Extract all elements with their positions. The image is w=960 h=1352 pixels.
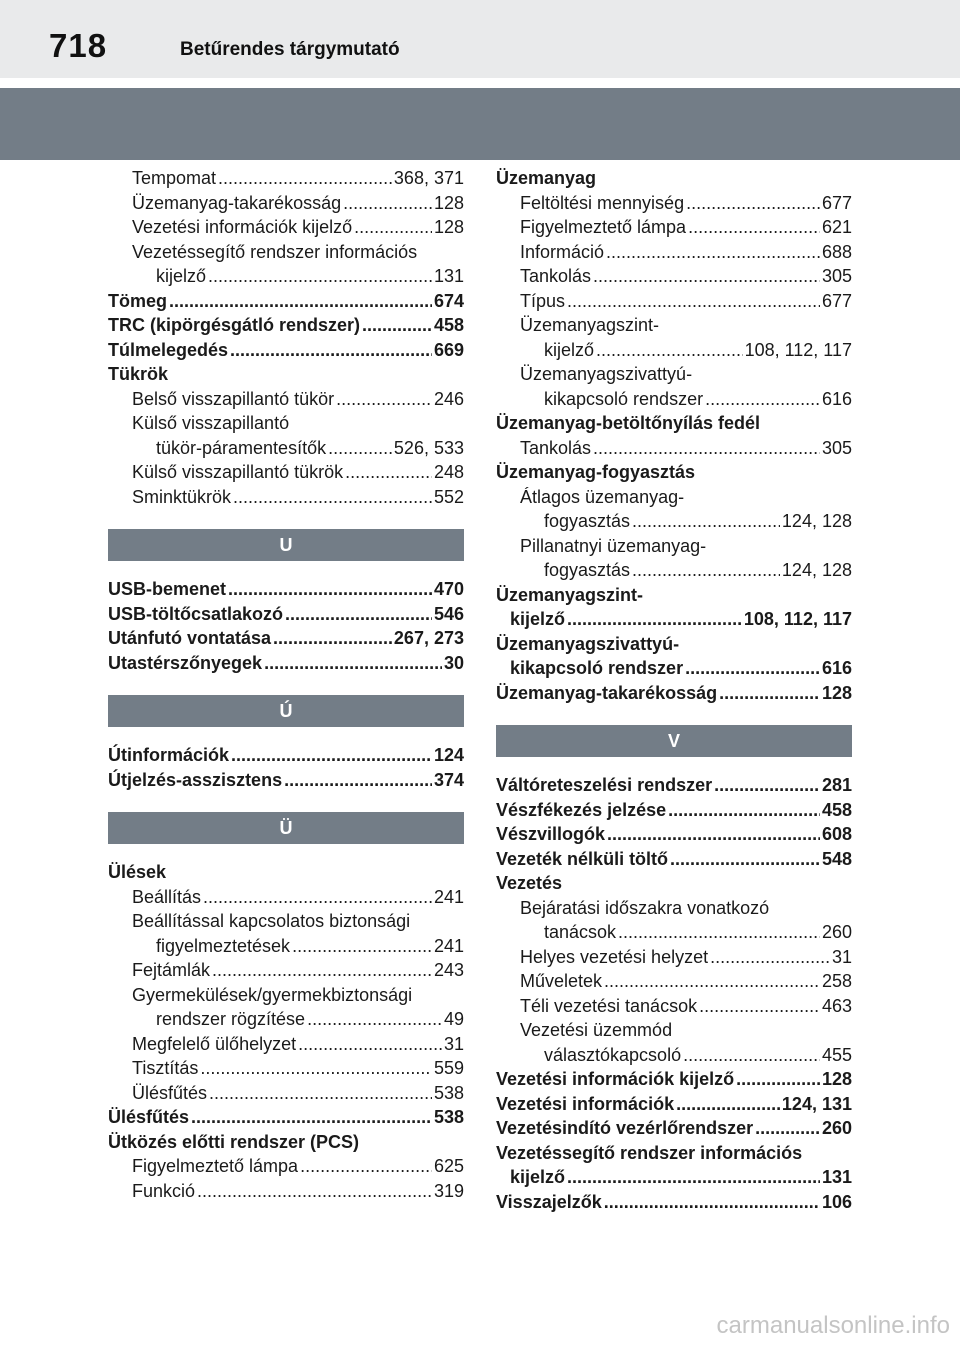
index-entry [496, 822, 852, 847]
index-entry-label: Váltóreteszelési rendszer [496, 775, 713, 795]
index-entry-leader [307, 1007, 442, 1032]
index-entry [108, 577, 464, 602]
index-entry-label: Visszajelzők [496, 1191, 602, 1212]
index-entry-leader [596, 338, 743, 363]
index-entry-label: Pillanatnyi üzemanyag- [520, 535, 707, 556]
index-entry-leader [593, 264, 820, 289]
index-entry [108, 485, 464, 510]
index-entry-page: 608 [821, 824, 852, 844]
index-entry-page: 552 [433, 486, 464, 507]
index-entry-leader [197, 1179, 432, 1204]
index-entry-page: 305 [821, 437, 852, 458]
index-entry-label: Utánfutó vontatása [108, 628, 272, 648]
index-entry-page: 31 [443, 1033, 464, 1054]
index-entry-page: 470 [433, 579, 464, 599]
index-entry-leader [209, 1081, 432, 1106]
index-entry-label: TRC (kipörgésgátló rendszer) [108, 315, 361, 335]
index-entry-label: Fejtámlák [132, 960, 211, 980]
index-entry [496, 534, 852, 559]
index-entry-label: Vezetési információk kijelző [132, 217, 353, 237]
index-entry-page: 677 [821, 192, 852, 213]
index-entry-page: 546 [433, 603, 464, 624]
index-entry-label: tanácsok [544, 922, 617, 942]
index-entry-label: figyelmeztetések [156, 935, 291, 956]
index-entry-leader [292, 934, 432, 959]
index-entry [108, 1105, 464, 1130]
page-title: Betűrendes tárgymutató [180, 39, 400, 60]
index-entry-page: 688 [821, 241, 852, 262]
index-entry-leader [683, 1043, 820, 1068]
index-entry [108, 602, 464, 627]
index-entry [108, 860, 464, 885]
index-entry-label: Átlagos üzemanyag- [520, 486, 685, 507]
index-entry-leader [343, 191, 432, 216]
index-entry-label: USB-töltőcsatlakozó [108, 603, 284, 624]
index-entry-leader [300, 1154, 432, 1179]
index-entry-page: 241 [433, 886, 464, 907]
index-entry-page: 463 [821, 995, 852, 1016]
index-entry-label: Sminktükrök [132, 486, 232, 507]
index-entry-page: 31 [831, 946, 852, 967]
index-entry-label: Tankolás [520, 437, 592, 458]
index-entry-page: 246 [433, 388, 464, 409]
index-entry-page: 128 [433, 217, 464, 237]
index-entry [108, 240, 464, 265]
watermark: carmanualsonline.info [716, 1312, 950, 1339]
index-entry [496, 1018, 852, 1043]
index-entry [108, 313, 464, 338]
index-entry-page: 128 [821, 682, 852, 703]
page-number: 718 [49, 27, 108, 64]
index-entry [496, 509, 852, 534]
index-entry-label: Üzemanyagszivattyú- [520, 364, 693, 384]
index-entry [108, 651, 464, 676]
index-entry-page: 124, 128 [781, 560, 852, 580]
index-entry-leader [607, 822, 820, 847]
index-entry-leader [218, 166, 392, 191]
index-entry-page: 669 [433, 339, 464, 360]
index-entry [496, 362, 852, 387]
index-entry [496, 313, 852, 338]
index-entry [108, 191, 464, 216]
index-entry [108, 387, 464, 412]
index-entry-label: kikapcsoló rendszer [510, 658, 684, 678]
index-entry-leader [705, 387, 820, 412]
index-entry-page: 128 [821, 1069, 852, 1089]
index-entry [496, 1092, 852, 1117]
index-entry-label: Vészvillogók [496, 824, 606, 844]
index-entry-label: Vezetésindító vezérlőrendszer [496, 1118, 754, 1138]
index-entry-page: 319 [433, 1180, 464, 1201]
index-entry-label: Vezetéssegítő rendszer információs [132, 241, 418, 262]
index-entry [496, 681, 852, 706]
index-entry-page: 131 [821, 1167, 852, 1187]
index-entry [108, 1007, 464, 1032]
index-entry [108, 743, 464, 768]
index-entry [496, 656, 852, 681]
index-entry [108, 958, 464, 983]
index-entry-leader [755, 1116, 820, 1141]
index-entry-label: Tömeg [108, 290, 168, 311]
index-entry-leader [228, 577, 432, 602]
index-entry-label: Típus [520, 290, 566, 311]
index-entry-label: tükör-páramentesítők [156, 437, 327, 458]
index-entry [496, 871, 852, 896]
index-entry [108, 983, 464, 1008]
index-entry-label: kikapcsoló rendszer [544, 388, 704, 409]
section-letter-bar: V [496, 725, 852, 757]
index-entry-label: Útjelzés-asszisztens [108, 769, 283, 790]
index-entry [108, 1081, 464, 1106]
index-entry-leader [632, 509, 780, 534]
index-entry [496, 289, 852, 314]
index-entry [108, 1130, 464, 1155]
index-entry [496, 436, 852, 461]
index-entry-page: 538 [433, 1107, 464, 1127]
section-letter-bar: Ú [108, 695, 464, 727]
index-entry [108, 1056, 464, 1081]
index-entry-label: kijelző [544, 339, 595, 360]
index-entry-leader [284, 768, 432, 793]
index-entry-page: 248 [433, 462, 464, 482]
index-entry [496, 1067, 852, 1092]
index-entry-page: 128 [433, 192, 464, 213]
index-entry-leader [670, 847, 820, 872]
index-entry-label: Tisztítás [132, 1058, 199, 1078]
index-entry-page: 241 [433, 935, 464, 956]
index-entry-label: Ülésfűtés [132, 1082, 208, 1103]
index-entry-leader [328, 436, 392, 461]
index-entry-leader [567, 607, 742, 632]
index-entry [496, 945, 852, 970]
index-entry-page: 625 [433, 1156, 464, 1176]
index-entry [108, 1179, 464, 1204]
index-entry-page: 124, 131 [781, 1093, 852, 1114]
index-entry-label: Ülések [108, 862, 167, 882]
index-entry-label: Tükrök [108, 364, 169, 384]
index-entry-page: 368, 371 [393, 168, 464, 188]
index-entry-label: Feltöltési mennyiség [520, 192, 685, 213]
index-entry-leader [203, 885, 432, 910]
index-entry [108, 411, 464, 436]
index-entry-leader [264, 651, 442, 676]
section-letter-bar: U [108, 529, 464, 561]
index-entry-page: 108, 112, 117 [743, 609, 852, 629]
index-entry-page: 616 [821, 658, 852, 678]
index-entry-page: 677 [821, 290, 852, 311]
index-entry-page: 305 [821, 266, 852, 286]
index-entry-page: 374 [433, 769, 464, 790]
index-entry-leader [345, 460, 432, 485]
index-entry-label: Vezetési információk kijelző [496, 1069, 735, 1089]
index-entry-label: Figyelmeztető lámpa [132, 1156, 299, 1176]
index-entry [496, 994, 852, 1019]
index-entry [496, 411, 852, 436]
index-entry-page: 458 [821, 799, 852, 820]
index-entry-label: Funkció [132, 1180, 196, 1201]
index-column-right [496, 166, 852, 1214]
index-entry-page: 30 [443, 652, 464, 673]
index-entry-page: 548 [821, 848, 852, 869]
index-entry [496, 485, 852, 510]
index-entry [108, 460, 464, 485]
index-entry-leader [604, 969, 820, 994]
index-entry-label: Beállítás [132, 886, 202, 907]
index-entry-leader [298, 1032, 442, 1057]
index-entry-label: Túlmelegedés [108, 339, 229, 360]
index-entry-label: Üzemanyagszivattyú- [496, 633, 680, 654]
index-entry-label: Műveletek [520, 971, 603, 991]
index-entry-leader [273, 626, 392, 651]
index-entry-leader [231, 743, 432, 768]
index-entry [496, 264, 852, 289]
index-entry-page: 49 [443, 1009, 464, 1029]
index-entry [496, 558, 852, 583]
index-entry-label: Beállítással kapcsolatos biztonsági [132, 911, 411, 931]
index-entry-leader [604, 1190, 820, 1215]
index-entry-label: Vezeték nélküli töltő [496, 848, 669, 869]
index-entry-leader [710, 945, 830, 970]
index-entry-leader [714, 773, 820, 798]
index-entry-label: választókapcsoló [544, 1044, 682, 1065]
index-entry-label: Ülésfűtés [108, 1107, 190, 1127]
index-entry-leader [618, 920, 820, 945]
index-entry [108, 338, 464, 363]
index-entry [496, 338, 852, 363]
index-entry-leader [354, 215, 432, 240]
index-entry-page: 267, 273 [393, 628, 464, 648]
index-entry-leader [668, 798, 820, 823]
index-entry [496, 240, 852, 265]
index-entry-leader [362, 313, 432, 338]
index-entry-page: 674 [433, 290, 464, 311]
index-entry-page: 526, 533 [393, 437, 464, 458]
index-entry-label: Vezetési üzemmód [520, 1020, 673, 1040]
index-entry [496, 632, 852, 657]
index-entry-page: 559 [433, 1058, 464, 1078]
index-entry-label: kijelző [510, 609, 566, 629]
index-entry-leader [632, 558, 780, 583]
index-entry [496, 1141, 852, 1166]
index-entry [496, 773, 852, 798]
index-entry [496, 166, 852, 191]
index-entry-label: fogyasztás [544, 560, 631, 580]
section-letter-bar: Ü [108, 812, 464, 844]
index-entry [108, 934, 464, 959]
index-entry-page: 108, 112, 117 [744, 339, 852, 360]
index-entry-leader [208, 264, 432, 289]
index-entry-label: Üzemanyagszint- [496, 584, 644, 605]
index-entry-label: Ütközés előtti rendszer (PCS) [108, 1131, 360, 1152]
index-entry-label: Vezetéssegítő rendszer információs [496, 1142, 803, 1163]
index-entry-leader [606, 240, 820, 265]
index-entry-leader [285, 602, 432, 627]
index-entry [108, 1154, 464, 1179]
index-entry-page: 243 [433, 960, 464, 980]
index-entry [108, 166, 464, 191]
index-entry-label: Üzemanyag-betöltőnyílás fedél [496, 413, 761, 433]
index-entry-leader [567, 1165, 820, 1190]
index-entry-leader [688, 215, 820, 240]
index-entry [496, 460, 852, 485]
header-dark-band [0, 88, 960, 160]
index-entry-page: 458 [433, 315, 464, 335]
index-entry-page: 621 [821, 217, 852, 237]
index-entry-leader [233, 485, 432, 510]
index-entry-label: Belső visszapillantó tükör [132, 388, 335, 409]
index-entry-label: Információ [520, 241, 605, 262]
index-entry-leader [567, 289, 820, 314]
index-entry [108, 626, 464, 651]
index-entry-leader [593, 436, 820, 461]
index-entry-label: Tankolás [520, 266, 592, 286]
index-entry-leader [736, 1067, 820, 1092]
index-entry-label: Megfelelő ülőhelyzet [132, 1033, 297, 1054]
index-entry-page: 131 [433, 266, 464, 286]
index-entry [496, 583, 852, 608]
index-entry-page: 258 [821, 971, 852, 991]
index-entry [496, 607, 852, 632]
index-entry [108, 436, 464, 461]
index-entry-leader [685, 656, 820, 681]
index-entry [496, 1190, 852, 1215]
index-entry-leader [212, 958, 432, 983]
index-entry-page: 455 [821, 1044, 852, 1065]
index-entry-label: Gyermekülések/gyermekbiztonsági [132, 984, 413, 1005]
index-entry-page: 124, 128 [781, 511, 852, 531]
index-entry-label: Üzemanyag-takarékosság [132, 192, 342, 213]
index-entry [496, 847, 852, 872]
index-entry [496, 969, 852, 994]
index-entry [496, 798, 852, 823]
index-entry-label: fogyasztás [544, 511, 631, 531]
index-entry [108, 362, 464, 387]
index-entry-leader [230, 338, 432, 363]
index-entry-label: Téli vezetési tanácsok [520, 995, 698, 1016]
index-entry-label: Üzemanyagszint- [520, 315, 660, 335]
index-entry-leader [686, 191, 820, 216]
index-entry-page: 106 [821, 1191, 852, 1212]
index-entry-label: Üzemanyag [496, 168, 597, 188]
index-column-left [108, 166, 464, 1203]
index-entry-label: Üzemanyag-fogyasztás [496, 462, 696, 482]
index-entry-page: 538 [433, 1082, 464, 1103]
index-entry [496, 191, 852, 216]
header-band [0, 0, 960, 78]
index-entry [108, 289, 464, 314]
index-entry [108, 768, 464, 793]
index-entry-page: 616 [821, 388, 852, 409]
index-entry-label: rendszer rögzítése [156, 1009, 306, 1029]
index-entry-label: Bejáratási időszakra vonatkozó [520, 897, 770, 918]
index-entry-page: 124 [433, 745, 464, 765]
index-entry-leader [719, 681, 820, 706]
index-entry-label: Útinformációk [108, 745, 230, 765]
index-entry [108, 909, 464, 934]
index-entry-label: Tempomat [132, 168, 217, 188]
index-entry-label: Üzemanyag-takarékosság [496, 682, 718, 703]
index-entry-label: Vezetés [496, 873, 563, 893]
index-entry-label: Figyelmeztető lámpa [520, 217, 687, 237]
index-entry [108, 1032, 464, 1057]
index-entry [496, 896, 852, 921]
index-entry-label: kijelző [156, 266, 207, 286]
index-entry [496, 920, 852, 945]
index-entry-leader [336, 387, 432, 412]
index-entry-label: Utastérszőnyegek [108, 652, 263, 673]
index-entry [496, 1165, 852, 1190]
index-entry-page: 260 [821, 922, 852, 942]
index-entry-label: Helyes vezetési helyzet [520, 946, 709, 967]
index-entry [108, 885, 464, 910]
index-entry [496, 215, 852, 240]
index-entry-page: 281 [821, 775, 852, 795]
index-entry [496, 1043, 852, 1068]
index-entry [108, 215, 464, 240]
index-entry-label: kijelző [510, 1167, 566, 1187]
index-entry-leader [699, 994, 820, 1019]
index-entry [496, 1116, 852, 1141]
index-entry-leader [676, 1092, 780, 1117]
index-entry-label: Külső visszapillantó [132, 413, 290, 433]
index-entry-label: Vészfékezés jelzése [496, 799, 667, 820]
index-entry-leader [191, 1105, 432, 1130]
index-entry-label: Vezetési információk [496, 1093, 675, 1114]
index-entry-leader [200, 1056, 432, 1081]
index-entry-page: 260 [821, 1118, 852, 1138]
index-entry-leader [169, 289, 432, 314]
index-entry [496, 387, 852, 412]
index-entry-label: USB-bemenet [108, 579, 227, 599]
index-entry [108, 264, 464, 289]
index-entry-label: Külső visszapillantó tükrök [132, 462, 344, 482]
